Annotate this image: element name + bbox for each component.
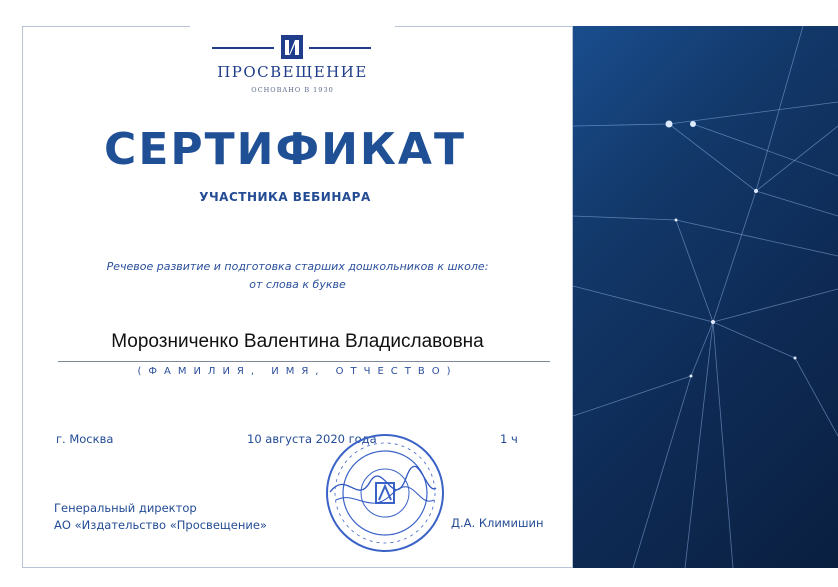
date: 10 августа 2020 года bbox=[247, 432, 377, 446]
signer-position bbox=[54, 500, 267, 534]
name-underline bbox=[58, 361, 550, 362]
logo-mark-icon bbox=[281, 35, 303, 59]
participant-name: Морозниченко Валентина Владиславовна bbox=[111, 331, 484, 352]
signer-name: Д.А. Климишин bbox=[451, 516, 544, 530]
official-stamp bbox=[322, 430, 448, 556]
course-title bbox=[60, 258, 535, 294]
logo-line-left bbox=[212, 47, 274, 49]
certificate-title: СЕРТИФИКАТ bbox=[104, 124, 466, 175]
network-lines-graphic bbox=[573, 26, 838, 568]
course-title-line1: Речевое развитие и подготовка старших дошкольников к школе: bbox=[106, 260, 489, 273]
city: г. Москва bbox=[56, 432, 114, 446]
course-title-line2: от слова к букве bbox=[249, 278, 346, 291]
hours: 1 ч bbox=[500, 432, 518, 446]
logo-subtitle: ОСНОВАНО В 1930 bbox=[251, 86, 334, 94]
logo-line-right bbox=[309, 47, 371, 49]
signer-position-line2: АО «Издательство «Просвещение» bbox=[54, 518, 267, 532]
signer-position-line1: Генеральный директор bbox=[54, 501, 197, 515]
stamp-text bbox=[0, 0, 1, 1]
logo-name: ПРОСВЕЩЕНИЕ bbox=[217, 63, 368, 81]
name-caption: (ФАМИЛИЯ, ИМЯ, ОТЧЕСТВО) bbox=[137, 366, 458, 377]
certificate-subtitle: УЧАСТНИКА ВЕБИНАРА bbox=[199, 190, 371, 204]
decorative-network-panel bbox=[573, 26, 838, 568]
